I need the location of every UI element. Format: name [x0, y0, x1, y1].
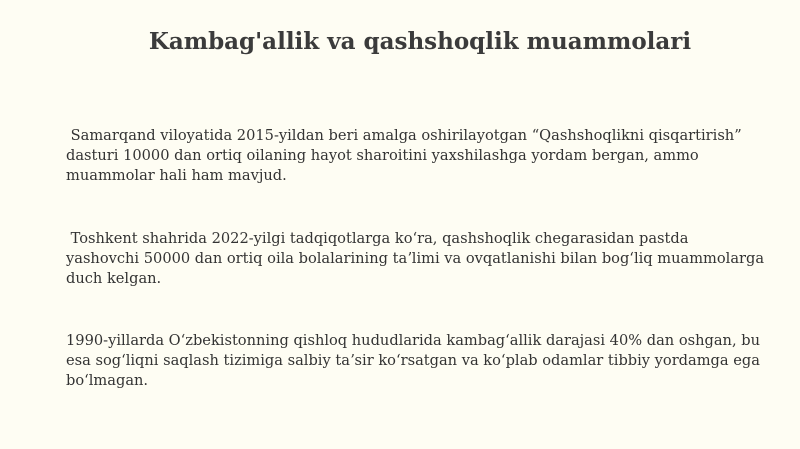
paragraph-toshkent: Toshkent shahrida 2022-yilgi tadqiqotlarga koʻra, qashshoqlik chegarasidan pastda yashovchi 50000 dan ortiq oila bolalarining taʼlimi va ovqatlanishi bilan bogʻliq muammolarga duch kelgan. — [66, 230, 769, 287]
paragraph-1990s: 1990-yillarda Oʻzbekistonning qishloq hududlarida kambagʻallik darajasi 40% dan oshgan, bu esa sogʻliqni saqlash tizimiga salbiy taʼsir koʻrsatgan va koʻplab odamlar tibbiy yordamga ega boʻlmagan. — [66, 332, 765, 389]
paragraph-samarqand: Samarqand viloyatida 2015-yildan beri amalga oshirilayotgan “Qashshoqlikni qisqartirish” dasturi 10000 dan ortiq oilaning hayot sharoitini yaxshilashga yordam bergan, ammo muammolar hali ham mavjud. — [66, 127, 747, 184]
slide-title: Kambag'allik va qashshoqlik muammolari — [148, 28, 692, 55]
